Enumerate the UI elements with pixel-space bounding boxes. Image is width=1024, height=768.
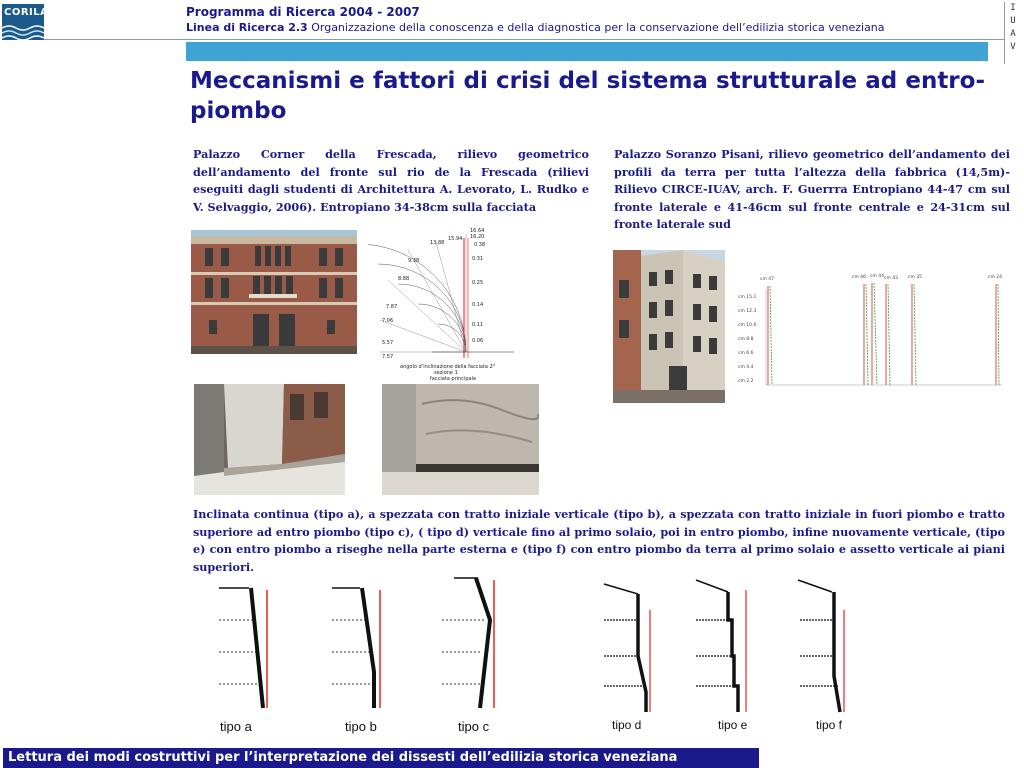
footer-banner: Lettura dei modi costruttivi per l’interpretazione dei dissesti dell’edilizia storica veneziana xyxy=(3,748,759,768)
left-caption: Palazzo Corner della Frescada, rilievo geometrico dell’andamento del fronte sul rio de la Frescada (rilievi eseguiti dagli studenti di Architettura A. Levorato, L. Rudko e V. Selvaggio, 2006). Entropiano 34-38cm sulla facciata xyxy=(193,147,589,214)
polar-section-label: sezione 1 xyxy=(434,370,458,376)
iuav-letter: A xyxy=(1010,29,1016,39)
polar-left-value: 7.06 xyxy=(382,318,394,324)
polar-left-value: 5.57 xyxy=(382,340,394,346)
profile-y-label: cm 2.2 xyxy=(738,379,754,384)
profile-top-label: cm 35 xyxy=(908,275,923,280)
wall-type-a-diagram xyxy=(205,572,285,712)
title-accent-bar xyxy=(186,42,988,61)
tipo-b-label: tipo b xyxy=(345,719,377,734)
polar-left-value: 7.57 xyxy=(382,354,394,360)
polar-top-value: 15.94 xyxy=(448,236,463,242)
wall-base-photo-right xyxy=(382,384,539,495)
wall-type-f-diagram xyxy=(796,576,866,714)
right-caption: Palazzo Soranzo Pisani, rilievo geometrico dell’andamento dei profili da terra per tutta l’altezza della fabbrica (14,5m)- Rilievo CIRCE-IUAV, arch. F. Guerrra Entropiano 44-47 cm sul fronte laterale e 41-46cm sul fronte centrale e 24-31cm sul fronte laterale sud xyxy=(614,147,1010,232)
tipo-c-label: tipo c xyxy=(458,719,490,734)
polar-left-value: 7.87 xyxy=(386,304,398,310)
polar-top-value: 16.20 xyxy=(470,234,485,240)
header-rule xyxy=(44,39,1004,40)
tipo-d-label: tipo d xyxy=(612,718,642,732)
logo-text: CORILA xyxy=(4,7,49,18)
profile-top-label: cm 24 xyxy=(988,275,1003,280)
polar-right-value: 0.14 xyxy=(472,302,484,308)
polar-right-value: 0.31 xyxy=(472,256,484,262)
polar-top-value: 16.64 xyxy=(470,228,485,234)
wall-type-d-diagram xyxy=(600,576,670,714)
profile-y-label: cm 10.6 xyxy=(738,323,757,328)
palazzo-corner-facade-photo xyxy=(191,230,357,354)
profile-top-label: cm 46 xyxy=(852,275,867,280)
polar-axis-label: angolo d’inclinazione della facciata 2° xyxy=(400,364,496,370)
profile-top-label: cm 47 xyxy=(760,277,775,282)
research-line xyxy=(186,21,885,34)
iuav-letter: I xyxy=(1010,3,1016,13)
tipo-a-label: tipo a xyxy=(220,719,252,734)
wall-type-e-diagram xyxy=(692,576,762,714)
profile-y-label: cm 12.3 xyxy=(738,309,757,314)
iuav-letter: U xyxy=(1010,16,1016,26)
polar-right-value: 0.11 xyxy=(472,322,484,328)
facade-profile-chart xyxy=(736,268,1004,390)
programme-title: Programma di Ricerca 2004 - 2007 xyxy=(186,5,420,19)
wall-base-photo-left xyxy=(194,384,345,495)
polar-left-value: 8.88 xyxy=(398,276,410,282)
corila-logo xyxy=(2,4,49,40)
page-title: Meccanismi e fattori di crisi del sistema strutturale ad entro-piombo xyxy=(190,68,985,124)
iuav-mark xyxy=(1004,2,1021,64)
profile-top-label: cm 43 xyxy=(884,276,899,281)
polar-left-value: 9.38 xyxy=(408,258,420,264)
polar-section-sub: facciata principale xyxy=(430,376,477,382)
polar-right-value: 0.06 xyxy=(472,338,484,344)
tipo-f-label: tipo f xyxy=(816,718,843,732)
research-line-text: Organizzazione della conoscenza e della diagnostica per la conservazione dell’edilizia storica veneziana xyxy=(311,21,885,34)
tipo-e-label: tipo e xyxy=(718,718,748,732)
bottom-caption: Inclinata continua (tipo a), a spezzata con tratto iniziale verticale (tipo b), a spezzata con tratto iniziale in fuori piombo e tratto superiore ad entro piombo (tipo c), ( tipo d) verticale fino al primo solaio, poi in entro piombo, infine nuovamente verticale, (tipo e) con entro piombo a riseghe nella parte esterna e (tipo f) con entro piombo da terra al primo solaio e assetto verticale ai piani superiori. xyxy=(193,507,1005,574)
profile-y-label: cm 4.4 xyxy=(738,365,754,370)
wall-type-b-diagram xyxy=(320,572,400,712)
polar-top-value: 0.38 xyxy=(474,242,486,248)
wall-type-c-diagram xyxy=(430,572,510,712)
iuav-letter: V xyxy=(1010,42,1016,52)
palazzo-soranzo-pisani-photo xyxy=(613,250,725,403)
profile-y-label: cm 15.1 xyxy=(738,295,757,300)
profile-y-label: cm 6.6 xyxy=(738,351,754,356)
polar-top-value: 13.88 xyxy=(430,240,445,246)
polar-right-value: 0.25 xyxy=(472,280,484,286)
logo-waves-icon xyxy=(2,22,44,40)
profile-y-label: cm 8.8 xyxy=(738,337,754,342)
facade-inclination-polar-diagram xyxy=(368,220,526,384)
research-line-label: Linea di Ricerca 2.3 xyxy=(186,21,308,34)
profile-top-label: cm 44 xyxy=(870,274,885,279)
